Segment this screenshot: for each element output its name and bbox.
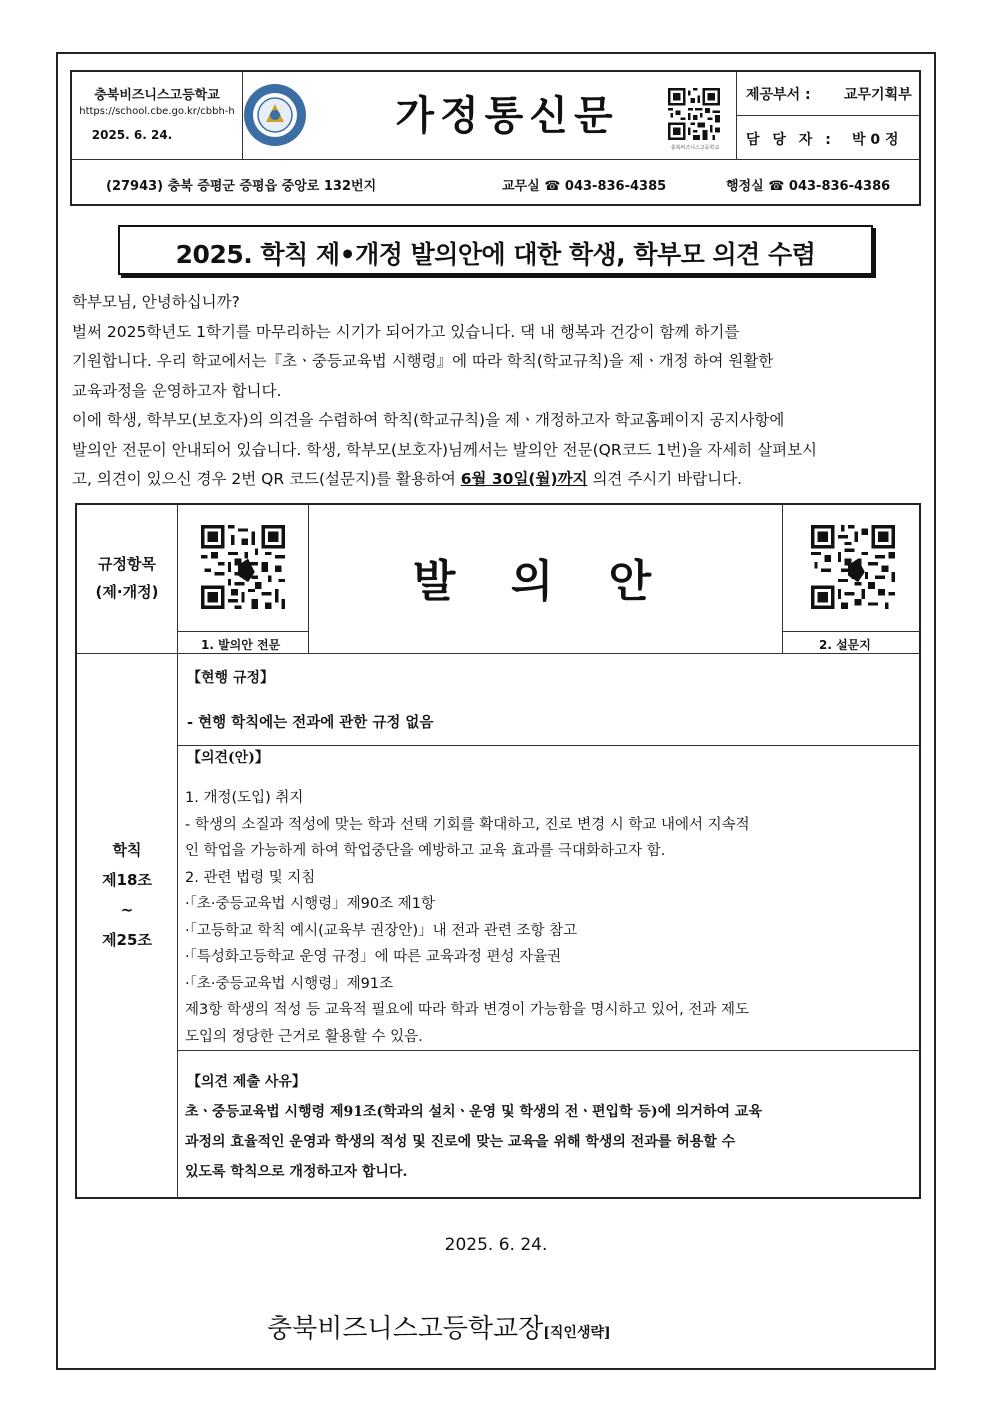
admin-phone: 행정실 ☎ 043-836-4386	[726, 179, 891, 194]
opinion-line: - 학생의 소질과 적성에 맞는 학과 선택 기회를 확대하고, 진로 변경 시 학교 내에서 지속적	[185, 816, 750, 833]
rule-item-label: 규정항목	[98, 555, 156, 573]
table-divider	[77, 653, 921, 654]
qr-caption: 충북비즈니스고등학교	[670, 145, 720, 151]
opinion-line: ·「특성화고등학교 운영 규정」에 따른 교육과정 편성 자율권	[185, 949, 562, 965]
intro-line: 이에 학생, 학부모(보호자)의 의견을 수렴하여 학칙(학교규칙)을 제ㆍ개정하고자 학교홈페이지 공지사항에	[72, 411, 785, 429]
notice-title: 2025. 학칙 제•개정 발의안에 대한 학생, 학부모 의견 수렴	[175, 240, 816, 269]
intro-line: 기원합니다. 우리 학교에서는『초ㆍ중등교육법 시행령』에 따라 학칙(학교규칙)을 제ㆍ개정 하여 원활한	[72, 352, 774, 370]
reason-line: 초ㆍ중등교육법 시행령 제91조(학과의 설치ㆍ운영 및 학생의 전ㆍ편입학 등)에 의거하여 교육	[185, 1104, 762, 1120]
school-url: https://school.cbe.go.kr/cbbh-h	[79, 106, 235, 117]
intro-paragraph	[72, 288, 922, 495]
proposal-table	[75, 503, 921, 1199]
newsletter-header	[70, 70, 921, 206]
article-text: ~	[120, 901, 134, 919]
current-rule-title: 【현행 규정】	[187, 670, 274, 686]
opinion-line: 1. 개정(도입) 취지	[185, 790, 304, 806]
staff-value: 박 0 정	[852, 132, 899, 148]
opinion-body	[185, 785, 915, 1050]
article-text: 제18조	[102, 871, 152, 889]
table-divider	[782, 631, 921, 632]
proposal-heading: 발 의 안	[412, 556, 672, 607]
table-divider	[177, 505, 178, 1199]
deadline: 6월 30일(월)까지	[460, 470, 588, 488]
opinion-line: ·「초·중등교육법 시행령」제90조 제1항	[185, 896, 435, 912]
intro-line: 교육과정을 운영하고자 합니다.	[72, 381, 282, 400]
department-label: 제공부서 :	[746, 87, 811, 103]
intro-text: 의견 주시기 바랍니다.	[587, 470, 742, 488]
table-divider	[177, 745, 921, 746]
principal-name: 충북비즈니스고등학교장	[267, 1314, 544, 1344]
intro-line: 발의안 전문이 안내되어 있습니다. 학생, 학부모(보호자)님께서는 발의안 전문(QR코드 1번)을 자세히 살펴보시	[72, 440, 818, 459]
opinion-line: ·「초·중등교육법 시행령」제91조	[185, 975, 394, 992]
issue-date: 2025. 6. 24.	[91, 128, 173, 142]
opinion-line: 2. 관련 법령 및 지침	[185, 869, 316, 886]
intro-line	[72, 465, 922, 495]
school-emblem-icon	[242, 82, 308, 148]
article-text: 제25조	[102, 931, 152, 949]
table-divider	[308, 505, 309, 653]
intro-text: 고, 의견이 있으신 경우 2번 QR 코드(설문지)를 활용하여	[72, 470, 461, 488]
reason-title: 【의견 제출 사유】	[187, 1074, 306, 1090]
opinion-line: 제3항 학생의 적성 등 교육적 필요에 따라 학과 변경이 가능함을 명시하고 있어, 전과 제도	[185, 1002, 749, 1018]
footer-date: 2025. 6. 24.	[444, 1235, 548, 1255]
seal-note: [직인생략]	[543, 1325, 611, 1341]
table-divider	[177, 1050, 921, 1051]
office-phone: 교무실 ☎ 043-836-4385	[502, 179, 667, 194]
article-label	[77, 835, 177, 955]
reason-line: 과정의 효율적인 운영과 학생의 적성 및 진로에 맞는 교육을 위해 학생의 전과를 허용할 수	[185, 1134, 736, 1150]
survey-qr-code-icon[interactable]	[811, 525, 895, 609]
school-address: (27943) 충북 증평군 증평읍 중앙로 132번지	[106, 179, 377, 194]
notice-title-box	[118, 225, 873, 275]
proposal-qr-code-icon[interactable]	[201, 525, 285, 609]
rule-item-label: (제·개정)	[95, 583, 159, 601]
qr-code-icon	[668, 88, 720, 140]
reason-line: 있도록 학칙으로 개정하고자 합니다.	[185, 1164, 408, 1180]
intro-line: 학부모님, 안녕하십니까?	[72, 293, 240, 311]
qr2-caption: 2. 설문지	[819, 638, 871, 652]
article-text: 학칙	[112, 841, 142, 859]
intro-line: 벌써 2025학년도 1학기를 마무리하는 시기가 되어가고 있습니다. 댁 내 행복과 건강이 함께 하기를	[72, 322, 740, 341]
table-divider	[177, 631, 308, 632]
current-rule-text: - 현행 학칙에는 전과에 관한 규정 없음	[187, 714, 434, 731]
department-value: 교무기획부	[844, 87, 912, 103]
principal-signature	[267, 1308, 611, 1345]
header-divider	[72, 159, 919, 160]
school-name: 충북비즈니스고등학교	[94, 88, 220, 103]
opinion-line: 인 학업을 가능하게 하여 학업중단을 예방하고 교육 효과를 극대화하고자 함.	[185, 843, 666, 859]
qr1-caption: 1. 발의안 전문	[201, 638, 281, 652]
reason-body	[185, 1097, 920, 1187]
opinion-line: 도입의 정당한 근거로 활용할 수 있음.	[185, 1028, 423, 1045]
newsletter-title: 가정통신문	[395, 93, 619, 139]
staff-label: 담 당 자 :	[746, 132, 835, 148]
opinion-line: ·「고등학교 학칙 예시(교육부 권장안)」내 전과 관련 조항 참고	[185, 922, 578, 939]
opinion-title: 【의견(안)】	[187, 750, 269, 766]
header-divider	[736, 115, 919, 116]
